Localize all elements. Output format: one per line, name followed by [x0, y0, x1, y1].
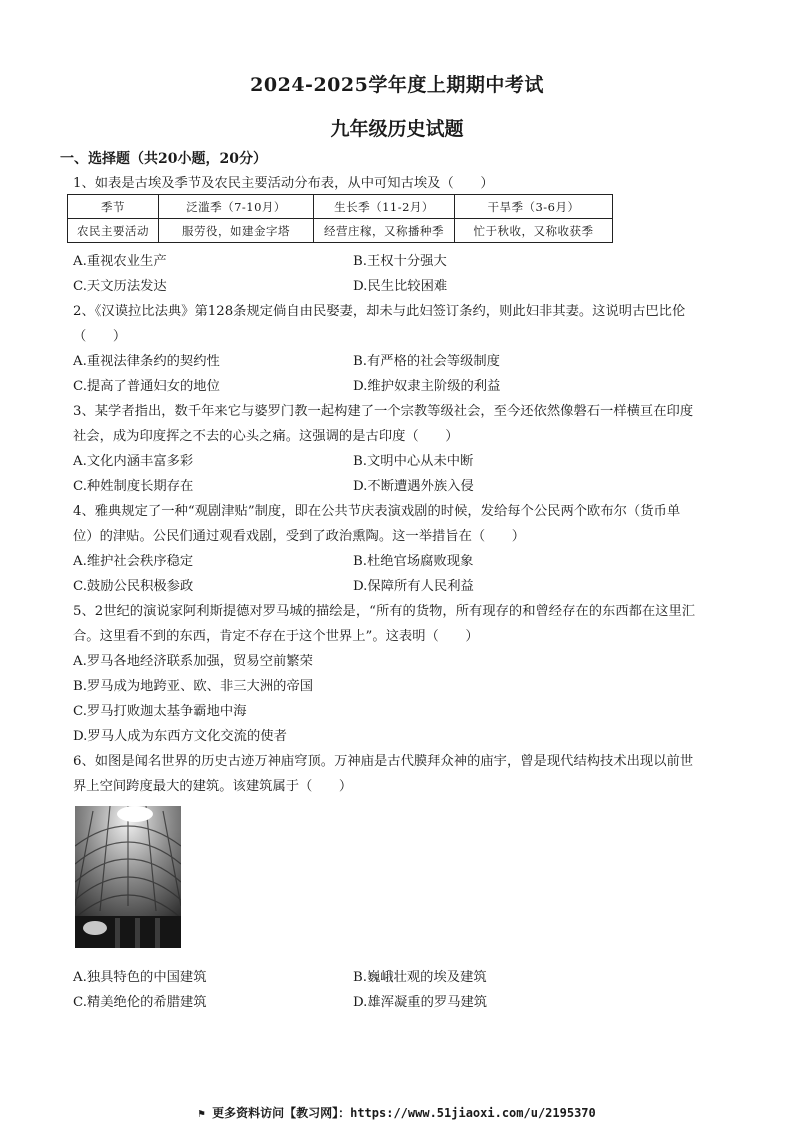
q6-option-d[interactable]: D.雄浑凝重的罗马建筑 [353, 995, 488, 1010]
question-2-stem: 2、《汉谟拉比法典》第128条规定倘自由民娶妻，却未与此妇签订条约，则此妇非其妻。这说明古巴比伦 [73, 304, 686, 319]
exam-subtitle: 九年级历史试题 [330, 118, 464, 140]
pantheon-dome-photo [75, 806, 181, 948]
q5-option-c[interactable]: C.罗马打败迦太基争霸地中海 [73, 704, 247, 719]
q3-option-d[interactable]: D.不断遭遇外族入侵 [353, 479, 474, 494]
question-1-stem: 1、如表是古埃及季节及农民主要活动分布表，从中可知古埃及（ ） [73, 176, 494, 191]
question-4-stem: 4、雅典规定了一种“观剧津贴”制度，即在公共节庆表演戏剧的时候，发给每个公民两个欧布尔（货币单 [73, 504, 681, 519]
q3-option-b[interactable]: B.文明中心从未中断 [353, 454, 474, 469]
q2-option-c[interactable]: C.提高了普通妇女的地位 [73, 379, 220, 394]
table-cell: 生长季（11-2月） [314, 195, 455, 219]
question-2-stem-cont: （ ） [73, 329, 127, 344]
q1-option-a[interactable]: A.重视农业生产 [73, 254, 167, 269]
q2-option-d[interactable]: D.维护奴隶主阶级的利益 [353, 379, 501, 394]
table-row [68, 195, 613, 219]
q4-option-a[interactable]: A.维护社会秩序稳定 [73, 554, 194, 569]
question-6-stem-cont: 界上空间跨度最大的建筑。该建筑属于（ ） [73, 779, 353, 794]
exam-title: 2024-2025学年度上期期中考试 [250, 74, 544, 96]
table-cell: 农民主要活动 [68, 219, 159, 243]
table-cell: 经营庄稼，又称播种季 [314, 219, 455, 243]
q4-option-d[interactable]: D.保障所有人民利益 [353, 579, 474, 594]
question-6-stem: 6、如图是闻名世界的历史古迹万神庙穹顶。万神庙是古代膜拜众神的庙宇，曾是现代结构技术出现以前世 [73, 754, 694, 769]
q6-option-a[interactable]: A.独具特色的中国建筑 [73, 970, 207, 985]
table-row [68, 219, 613, 243]
q3-option-a[interactable]: A.文化内涵丰富多彩 [73, 454, 194, 469]
question-3-stem: 3、某学者指出，数千年来它与婆罗门教一起构建了一个宗教等级社会，至今还依然像磐石一样横亘在印度 [73, 404, 694, 419]
q5-option-b[interactable]: B.罗马成为地跨亚、欧、非三大洲的帝国 [73, 679, 314, 694]
q6-option-b[interactable]: B.巍峨壮观的埃及建筑 [353, 970, 487, 985]
question-4-stem-cont: 位）的津贴。公民们通过观看戏剧，受到了政治熏陶。这一举措旨在（ ） [73, 529, 526, 544]
question-3-stem-cont: 社会，成为印度挥之不去的心头之痛。这强调的是古印度（ ） [73, 429, 459, 444]
table-cell: 季节 [68, 195, 159, 219]
q2-option-b[interactable]: B.有严格的社会等级制度 [353, 354, 500, 369]
q5-option-d[interactable]: D.罗马人成为东西方文化交流的使者 [73, 729, 287, 744]
q5-option-a[interactable]: A.罗马各地经济联系加强，贸易空前繁荣 [73, 654, 313, 669]
egypt-season-table [67, 194, 613, 243]
question-5-stem: 5、2世纪的演说家阿利斯提德对罗马城的描绘是，“所有的货物，所有现存的和曾经存在的东西都在这里汇 [73, 604, 696, 619]
question-5-stem-cont: 合。这里看不到的东西，肯定不存在于这个世界上”。这表明（ ） [73, 629, 479, 644]
table-cell: 忙于秋收，又称收获季 [455, 219, 613, 243]
q4-option-b[interactable]: B.杜绝官场腐败现象 [353, 554, 474, 569]
q2-option-a[interactable]: A.重视法律条约的契约性 [73, 354, 220, 369]
table-cell: 泛滥季（7-10月） [159, 195, 314, 219]
q3-option-c[interactable]: C.种姓制度长期存在 [73, 479, 194, 494]
q1-option-c[interactable]: C.天文历法发达 [73, 279, 167, 294]
table-cell: 干旱季（3-6月） [455, 195, 613, 219]
q4-option-c[interactable]: C.鼓励公民积极参政 [73, 579, 194, 594]
footer-link[interactable] [0, 1104, 794, 1121]
q1-option-b[interactable]: B.王权十分强大 [353, 254, 447, 269]
q1-option-d[interactable]: D.民生比较困难 [353, 279, 448, 294]
flag-icon: ⚑ [198, 1107, 205, 1120]
section-heading: 一、选择题（共20小题，20分） [60, 151, 267, 167]
q6-option-c[interactable]: C.精美绝伦的希腊建筑 [73, 995, 207, 1010]
footer-text: 更多资料访问【教习网】：https://www.51jiaoxi.com/u/2195370 [212, 1106, 596, 1120]
table-cell: 服劳役，如建金字塔 [159, 219, 314, 243]
